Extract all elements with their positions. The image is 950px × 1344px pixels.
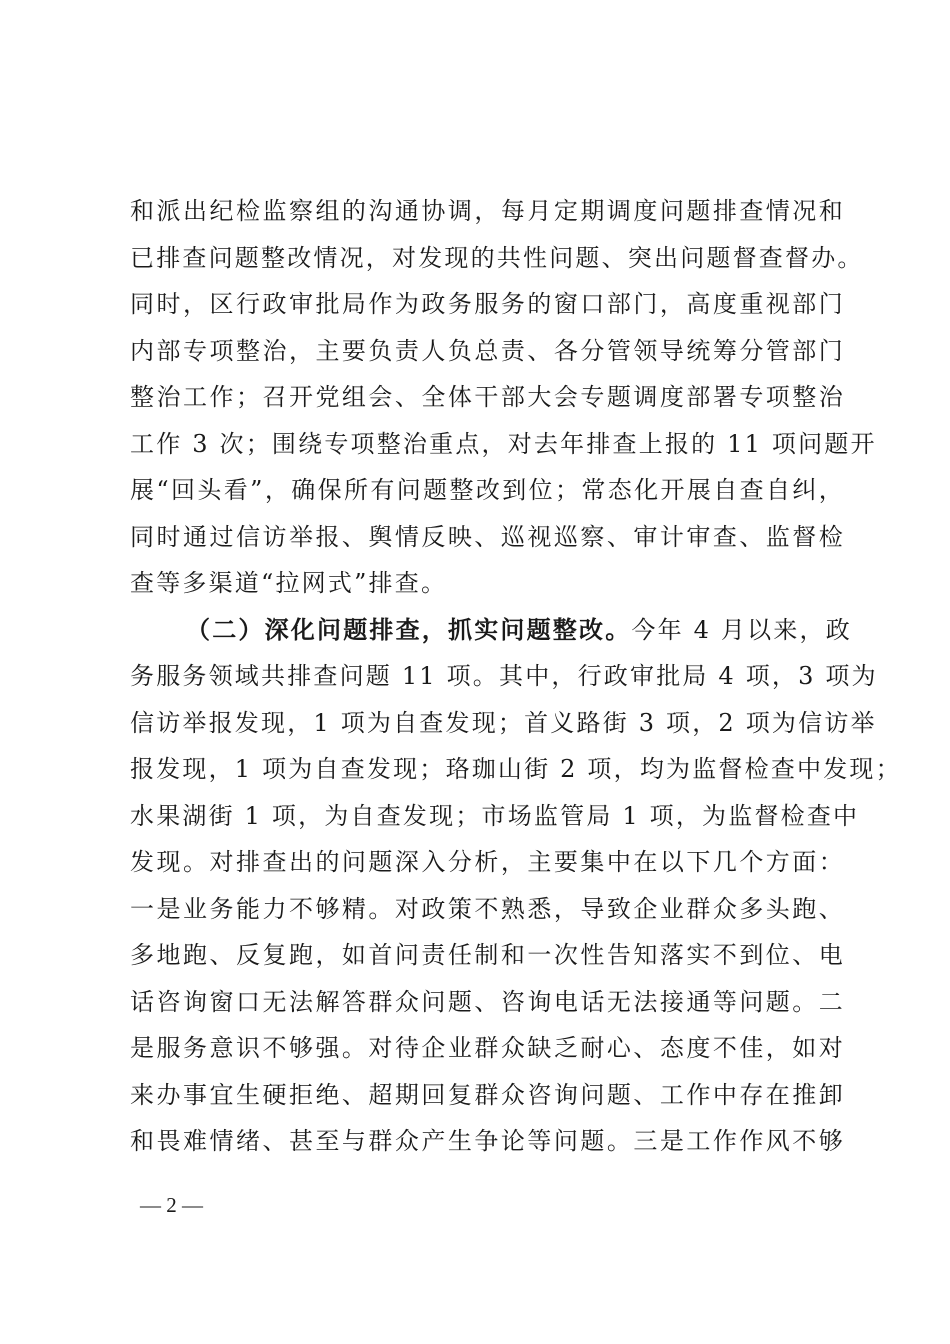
- paragraph-line: 展“回头看”，确保所有问题整改到位；常态化开展自查自纠，: [130, 476, 845, 504]
- paragraph-1: [130, 188, 877, 607]
- paragraph-first-line: [130, 607, 852, 654]
- paragraph-line: 工作 3 次；围绕专项整治重点，对去年排查上报的 11 项问题开: [130, 429, 877, 458]
- paragraph-line: 报发现，1 项为自查发现；珞珈山街 2 项，均为监督检查中发现；: [130, 755, 902, 783]
- paragraph-line: 内部专项整治，主要负责人负总责、各分管领导统筹分管部门: [130, 336, 845, 365]
- paragraph-line: 和派出纪检监察组的沟通协调，每月定期调度问题排查情况和: [130, 197, 845, 225]
- paragraph-2: [130, 607, 902, 1165]
- paragraph-line: 已排查问题整改情况，对发现的共性问题、突出问题督查督办。: [130, 243, 864, 272]
- paragraph-line: 同时，区行政审批局作为政务服务的窗口部门，高度重视部门: [130, 290, 845, 318]
- paragraph-line: 查等多渠道“拉网式”排查。: [130, 569, 448, 597]
- page-number: — 2 —: [140, 1193, 203, 1217]
- paragraph-line: 务服务领域共排查问题 11 项。其中，行政审批局 4 项，3 项为: [130, 662, 878, 690]
- paragraph-line: 整治工作；召开党组会、全体干部大会专题调度部署专项整治: [130, 383, 845, 411]
- paragraph-text: 今年 4 月以来，政: [631, 615, 852, 644]
- paragraph-line: 一是业务能力不够精。对政策不熟悉，导致企业群众多头跑、: [130, 894, 845, 923]
- section-heading: （二）深化问题排查，抓实问题整改。: [186, 614, 632, 644]
- paragraph-line: 发现。对排查出的问题深入分析，主要集中在以下几个方面：: [130, 848, 845, 876]
- document-body: [130, 188, 902, 1165]
- paragraph-line: 多地跑、反复跑，如首问责任制和一次性告知落实不到位、电: [130, 941, 845, 969]
- paragraph-line: 同时通过信访举报、舆情反映、巡视巡察、审计审查、监督检: [130, 522, 845, 551]
- paragraph-line: 是服务意识不够强。对待企业群众缺乏耐心、态度不佳，如对: [130, 1034, 845, 1062]
- paragraph-line: 和畏难情绪、甚至与群众产生争论等问题。三是工作作风不够: [130, 1127, 845, 1155]
- paragraph-line: 信访举报发现，1 项为自查发现；首义路街 3 项，2 项为信访举: [130, 708, 877, 737]
- paragraph-line: 来办事宜生硬拒绝、超期回复群众咨询问题、工作中存在推卸: [130, 1080, 845, 1109]
- paragraph-line: 话咨询窗口无法解答群众问题、咨询电话无法接通等问题。二: [130, 987, 845, 1016]
- paragraph-line: 水果湖街 1 项，为自查发现；市场监管局 1 项，为监督检查中: [130, 801, 860, 830]
